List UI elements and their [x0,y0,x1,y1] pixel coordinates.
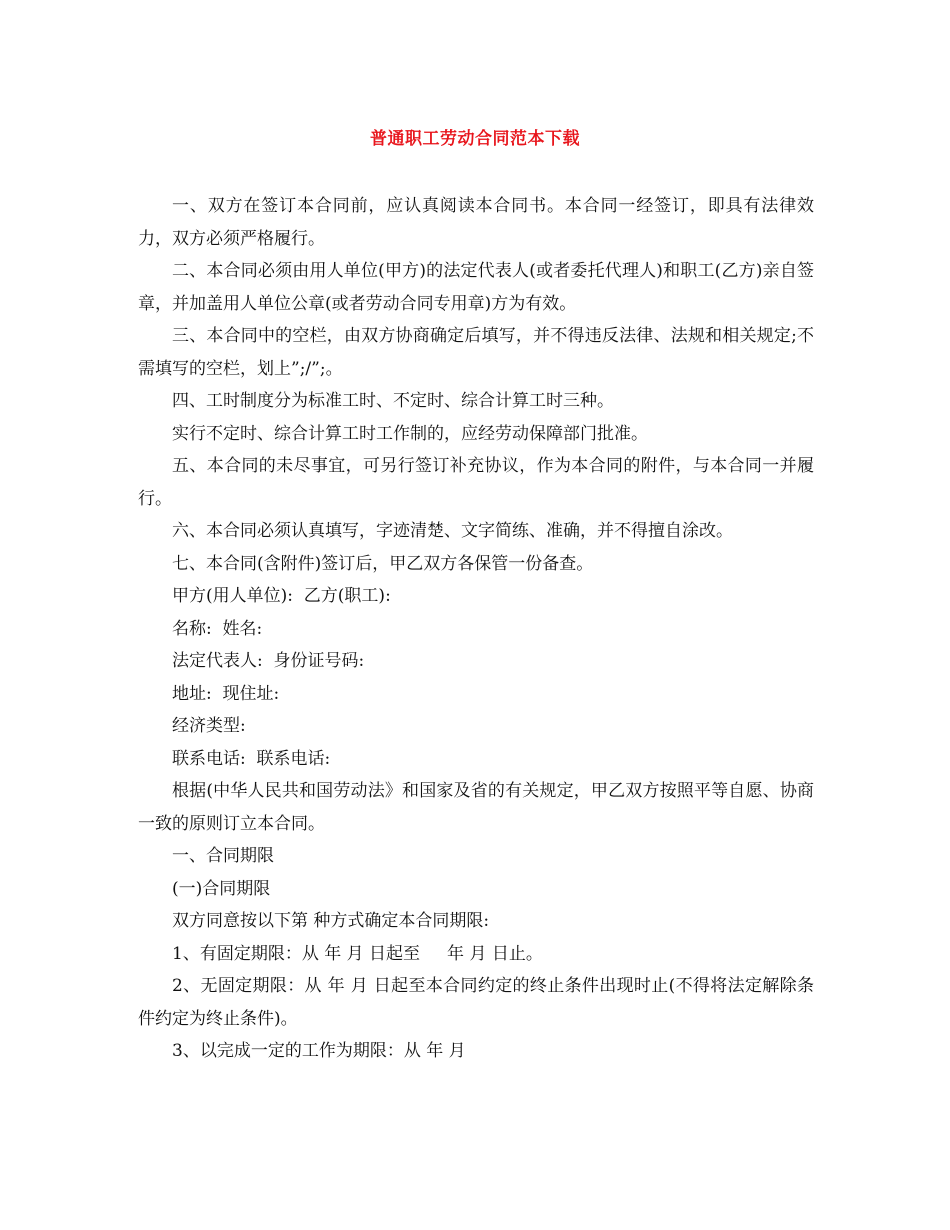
subsection-heading-term: (一)合同期限 [172,878,271,899]
paragraph-basis: 根据(中华人民共和国劳动法》和国家及省的有关规定，甲乙双方按照平等自愿、协商一致的原则订立本合同。 [138,781,814,834]
paragraph-1: 一、双方在签订本合同前，应认真阅读本合同书。本合同一经签订，即具有法律效力，双方必须严格履行。 [138,196,814,249]
paragraph-7: 六、本合同必须认真填写，字迹清楚、文字简练、准确，并不得擅自涂改。 [172,521,733,541]
paragraph-8: 七、本合同(含附件)签订后，甲乙双方各保管一份备查。 [172,553,594,574]
paragraph-2: 二、本合同必须由用人单位(甲方)的法定代表人(或者委托代理人)和职工(乙方)亲自签章，并加盖用人单位公章(或者劳动合同专用章)方为有效。 [138,261,814,314]
name-labels: 名称: 姓名: [172,618,263,639]
economic-type-label: 经济类型: [172,716,246,736]
document-title: 普通职工劳动合同范本下载 [370,129,580,149]
address-labels: 地址: 现住址: [172,683,280,704]
paragraph-5: 实行不定时、综合计算工时工作制的，应经劳动保障部门批准。 [172,423,648,444]
section-heading-term: 一、合同期限 [172,846,274,866]
paragraph-3: 三、本合同中的空栏，由双方协商确定后填写，并不得违反法律、法规和相关规定;不需填写的空栏，划上”;/”;。 [138,326,814,379]
party-labels: 甲方(用人单位): 乙方(职工): [172,586,391,606]
phone-labels: 联系电话: 联系电话: [172,748,331,769]
term-option-3: 3、以完成一定的工作为期限：从 年 月 [172,1041,466,1061]
term-option-2: 2、无固定期限：从 年 月 日起至本合同约定的终止条件出现时止(不得将法定解除条件约定为终止条件)。 [138,976,814,1029]
paragraph-term-choice: 双方同意按以下第 种方式确定本合同期限: [172,911,490,931]
document-body [138,190,814,1068]
paragraph-4: 四、工时制度分为标准工时、不定时、综合计算工时三种。 [172,391,614,411]
representative-labels: 法定代表人: 身份证号码: [172,651,365,671]
paragraph-6: 五、本合同的未尽事宜，可另行签订补充协议，作为本合同的附件，与本合同一并履行。 [138,456,814,509]
term-option-1: 1、有固定期限：从 年 月 日起至 年 月 日止。 [172,943,543,964]
